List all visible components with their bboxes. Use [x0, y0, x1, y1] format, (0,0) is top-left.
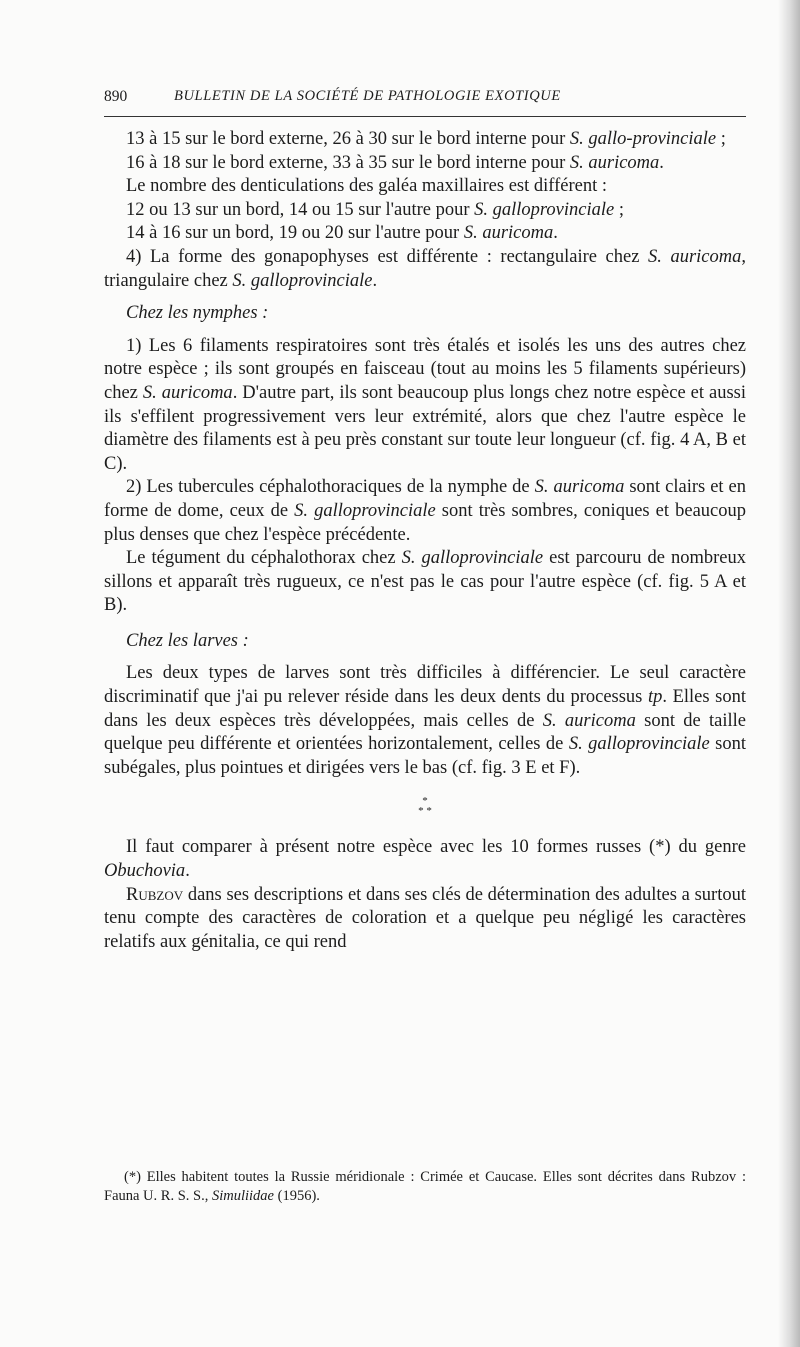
- paragraph: [104, 199, 746, 223]
- paragraph: Le nombre des denticulations des galéa maxillaires est différent :: [126, 176, 608, 197]
- running-header: [104, 88, 746, 110]
- paragraph: [104, 222, 746, 246]
- species-name: S. galloprovinciale: [294, 500, 436, 521]
- species-name: S. gallo-provinciale: [569, 129, 717, 149]
- author-name: Rubzov: [126, 884, 184, 905]
- species-name: S. galloprovinciale: [474, 199, 615, 220]
- page-number: 890: [104, 88, 128, 105]
- text-run: sont très sombres, coniques et beaucoup plus denses que chez l'espèce précédente.: [104, 500, 746, 545]
- family-name: Simuliidae: [211, 1188, 274, 1204]
- paragraph: [104, 152, 746, 176]
- section-heading-larves: Chez les larves :: [126, 630, 249, 651]
- text-run: est parcouru de nombreux sillons et apparaît très rugueux, ce n'est pas le cas pour l'autre espèce (cf. fig. 5 A et B).: [104, 548, 746, 616]
- species-name: S. auricoma: [569, 152, 660, 173]
- text-run: (1956).: [274, 1188, 320, 1204]
- journal-title: BULLETIN DE LA SOCIÉTÉ DE PATHOLOGIE EXOTIQUE: [174, 88, 561, 104]
- text-run: .: [372, 270, 378, 291]
- paragraph: [104, 884, 746, 955]
- text-run: ;: [614, 199, 624, 220]
- italic-term: tp: [647, 687, 663, 708]
- paragraph: [104, 335, 746, 477]
- text-run: . Elles sont dans les deux espèces très développées, mais celles de: [104, 687, 746, 731]
- asterism-bottom: * *: [418, 805, 432, 818]
- species-name: S. auricoma: [542, 710, 636, 731]
- text-run: .: [553, 223, 558, 244]
- paragraph: [104, 476, 746, 547]
- paragraph: [104, 246, 746, 293]
- section-heading-nymphes: Chez les nymphes :: [126, 303, 269, 324]
- page-edge-shadow: [778, 0, 800, 1347]
- text-run: .: [185, 861, 190, 882]
- paragraph: [104, 662, 746, 780]
- species-name: S. galloprovinciale: [568, 734, 710, 755]
- paragraph: [104, 128, 746, 152]
- text-run: sont de taille quelque peu différente et orientées horizontalement, celles de: [104, 710, 746, 755]
- asterism-top: *: [422, 795, 428, 808]
- text-run: . D'autre part, ils sont beaucoup plus longs chez notre espèce et aussi ils s'effilent progressivement vers leur extrémité, alors que chez l'autre espèce le diamètre des filaments est à peu près constant sur toute leur longueur (cf. fig. 4 A, B et C).: [104, 382, 746, 474]
- text-run: Les deux types de larves sont très difficiles à différencier. Le seul caractère discriminatif que j'ai pu relever réside dans les deux dents du processus: [104, 663, 746, 708]
- species-name: S. auricoma: [648, 246, 742, 267]
- section-separator-asterism: [104, 796, 746, 816]
- text-run: (*) Elles habitent toutes la Russie méridionale : Crimée et Caucase. Elles sont décrites dans Rubzov : Fauna U. R. S. S.,: [104, 1169, 746, 1204]
- article-body: [104, 128, 746, 954]
- text-run: 13 à 15 sur le bord externe, 26 à 30 sur le bord interne pour: [126, 129, 570, 149]
- species-name: S. auricoma: [463, 223, 554, 244]
- paragraph: [104, 547, 746, 618]
- species-name: S. galloprovinciale: [401, 548, 544, 569]
- text-run: , triangulaire chez: [104, 246, 746, 291]
- text-run: Le tégument du céphalothorax chez: [126, 548, 402, 569]
- text-run: .: [659, 152, 664, 173]
- text-run: 4) La forme des gonapophyses est différente : rectangulaire chez: [126, 246, 648, 267]
- text-run: 14 à 16 sur un bord, 19 ou 20 sur l'autre pour: [126, 223, 464, 244]
- paragraph: [104, 836, 746, 883]
- footnote-text: [104, 1168, 746, 1206]
- text-run: dans ses descriptions et dans ses clés de détermination des adultes a surtout tenu compte des caractères de coloration et a quelque peu négligé les caractères relatifs aux génitalia, ce qui rend: [104, 884, 746, 952]
- species-name: S. galloprovinciale: [232, 270, 373, 291]
- text-run: sont clairs et en forme de dome, ceux de: [104, 477, 746, 521]
- header-rule: [104, 116, 746, 117]
- text-run: 1) Les 6 filaments respiratoires sont très étalés et isolés les uns des autres chez notre espèce ; ils sont groupés en faisceau (tout au moins les 5 filaments supérieurs) chez: [104, 335, 746, 403]
- text-run: 2) Les tubercules céphalothoraciques de la nymphe de: [126, 477, 535, 498]
- genus-name: Obuchovia: [104, 861, 186, 882]
- text-run: 16 à 18 sur le bord externe, 33 à 35 sur le bord interne pour: [126, 152, 570, 173]
- species-name: S. auricoma: [534, 477, 625, 498]
- species-name: S. auricoma: [142, 382, 233, 403]
- text-run: ;: [716, 129, 726, 149]
- footnote: [104, 1168, 746, 1206]
- text-run: sont subégales, plus pointues et dirigées vers le bas (cf. fig. 3 E et F).: [104, 734, 746, 778]
- text-run: Il faut comparer à présent notre espèce avec les 10 formes russes (*) du genre: [126, 837, 746, 858]
- text-run: 12 ou 13 sur un bord, 14 ou 15 sur l'autre pour: [126, 199, 475, 220]
